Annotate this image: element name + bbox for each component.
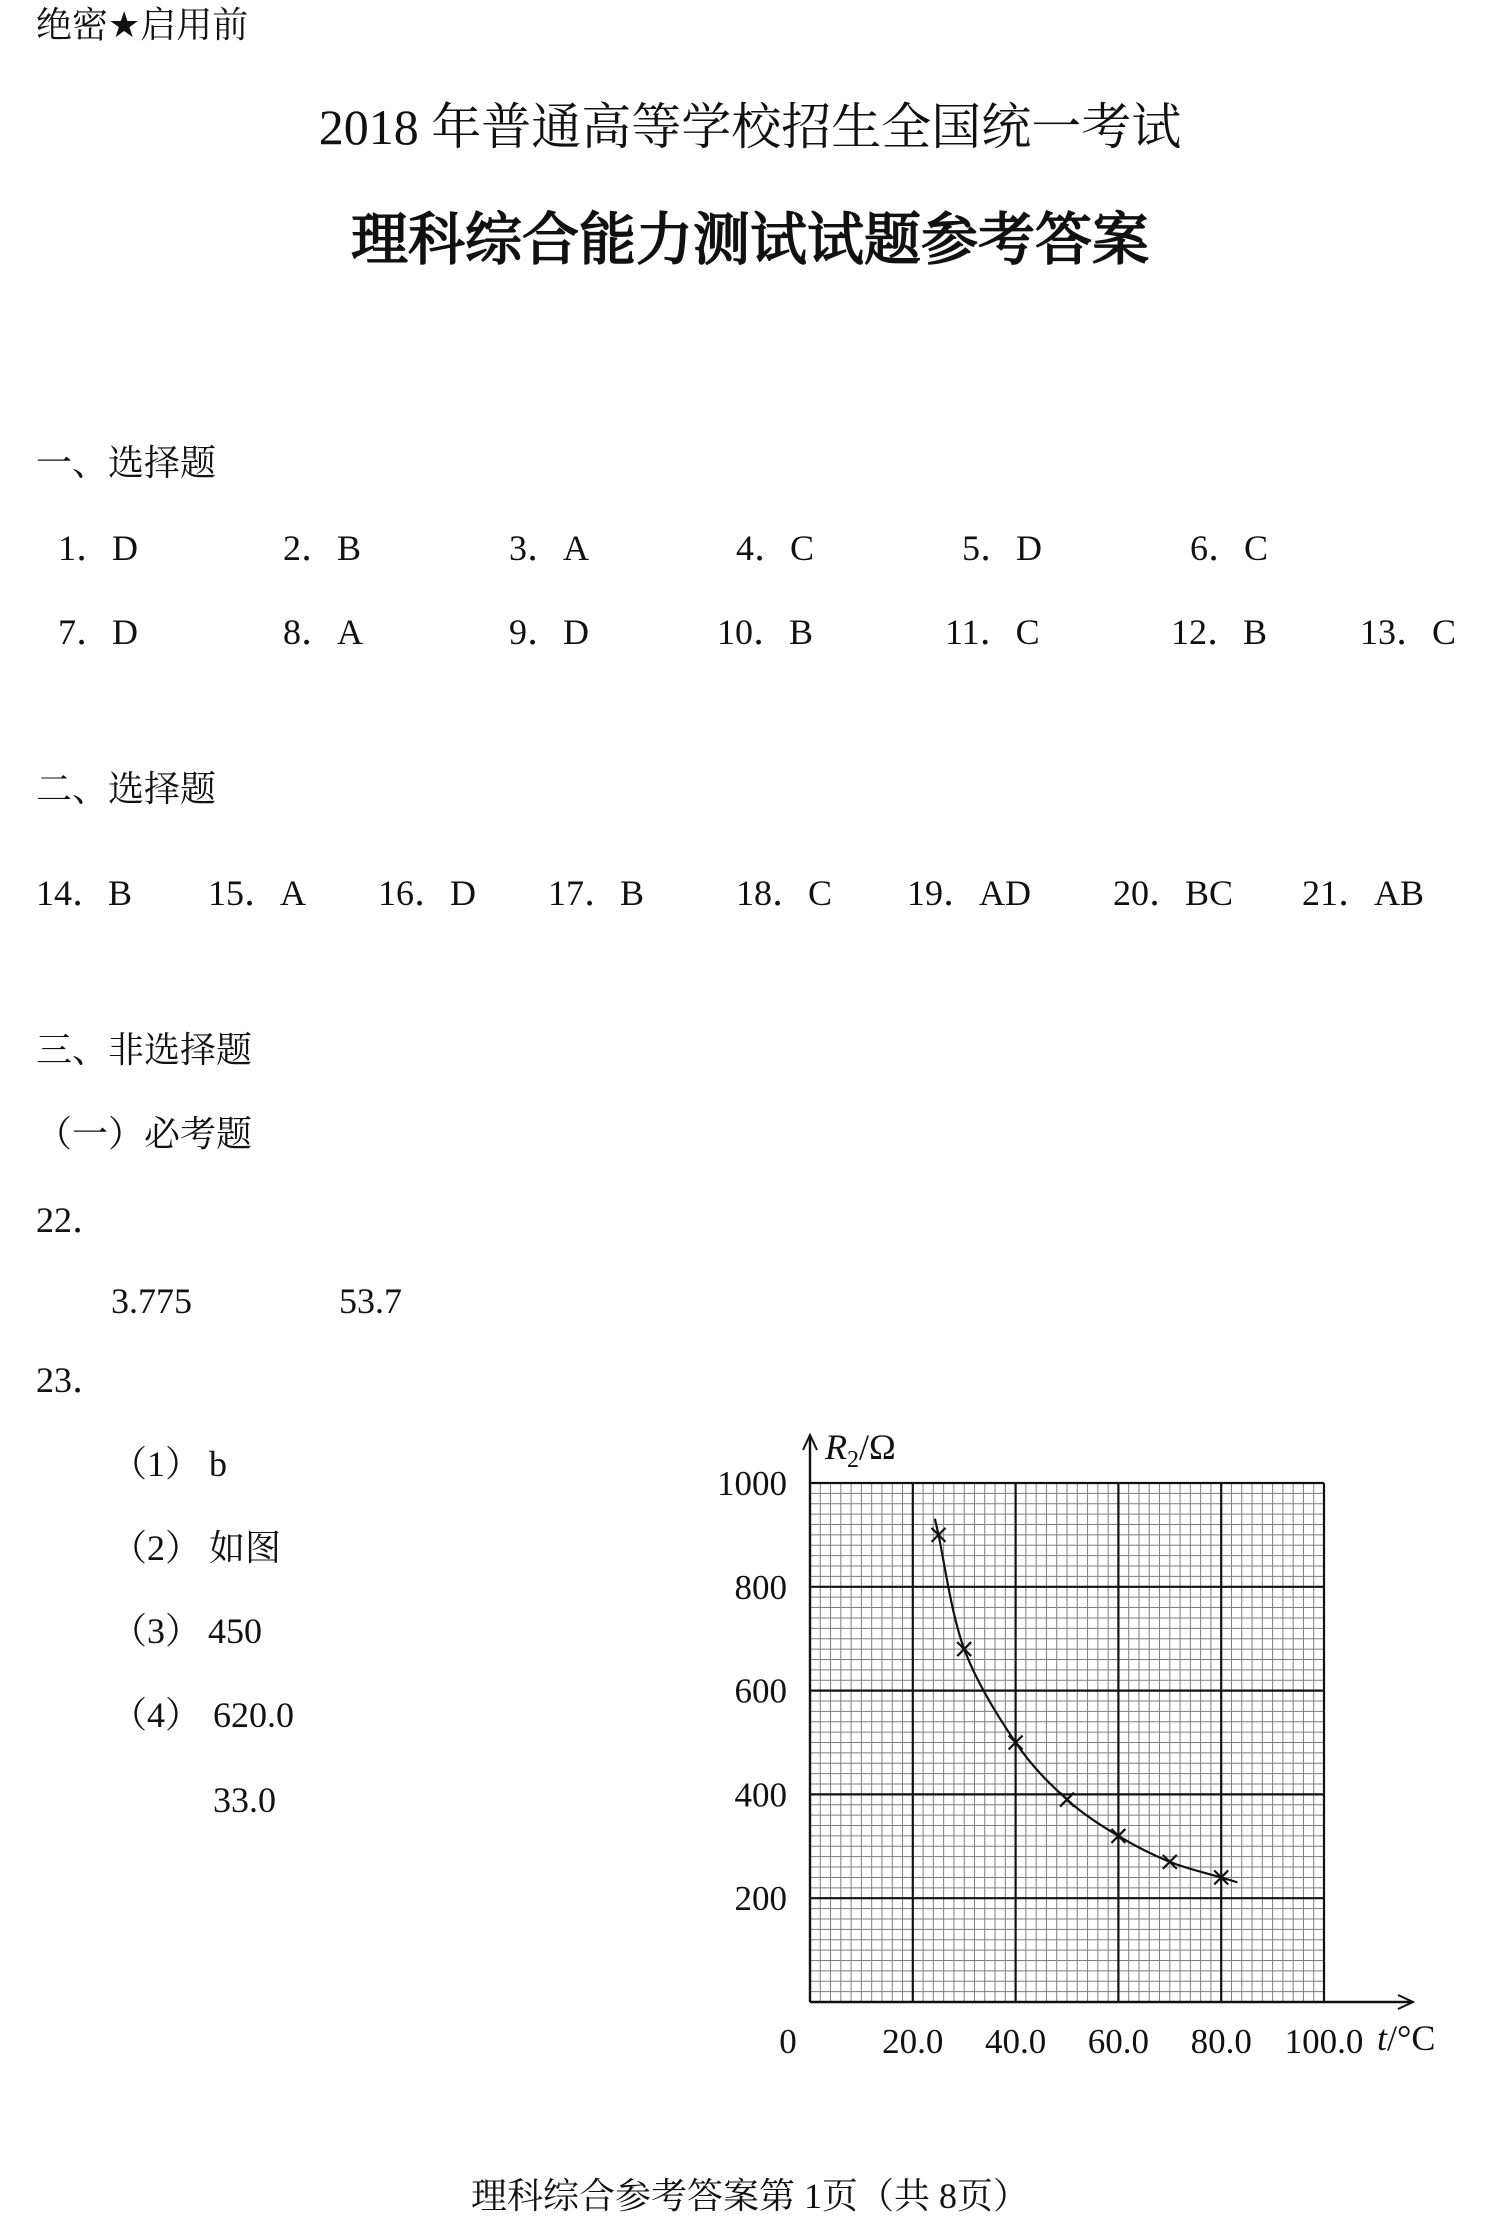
- x-tick-label: 60.0: [1087, 2022, 1150, 2061]
- origin-label: 0: [779, 2022, 797, 2061]
- y-tick-label: 1000: [717, 1464, 787, 1503]
- question-23-part-1-label: （1）: [111, 1444, 202, 1484]
- answer-choice: D: [450, 873, 477, 913]
- x-tick-label: 20.0: [882, 2022, 944, 2061]
- question-number: 7．: [58, 612, 113, 652]
- answer-item-q11: [945, 614, 1040, 650]
- question-23-part-4-answer-2: 33.0: [213, 1780, 276, 1820]
- answer-choice: C: [808, 873, 833, 913]
- question-number: 9．: [509, 612, 564, 652]
- answer-choice: D: [1016, 528, 1043, 568]
- answer-item-q6: [1190, 530, 1268, 566]
- answer-choice: D: [112, 612, 139, 652]
- answer-choice: C: [790, 528, 815, 568]
- answer-choice: C: [1015, 612, 1040, 652]
- y-axis-symbol: R: [825, 1427, 847, 1467]
- section-2-heading: 二、选择题: [36, 769, 217, 810]
- question-number: 12．: [1171, 612, 1244, 652]
- question-number: 18．: [736, 873, 809, 913]
- answer-item-q12: [1171, 614, 1267, 650]
- question-23-label: 23．: [36, 1360, 109, 1400]
- question-number: 20．: [1113, 873, 1186, 913]
- y-axis-label: [824, 1427, 896, 1473]
- question-number: 1．: [58, 528, 113, 568]
- answer-item-q7: [58, 614, 138, 650]
- answer-choice: D: [563, 612, 590, 652]
- answer-item-q15: [208, 875, 306, 911]
- answer-choice: BC: [1185, 873, 1234, 913]
- question-23-part-2-label: （2）: [111, 1528, 202, 1568]
- answer-choice: A: [280, 873, 307, 913]
- y-tick-label: 600: [734, 1671, 787, 1711]
- x-tick-label: 80.0: [1190, 2022, 1252, 2061]
- y-axis-subscript: 2: [847, 1447, 859, 1473]
- answer-item-q3: [509, 530, 589, 566]
- question-number: 11．: [945, 612, 1016, 652]
- question-number: 2．: [283, 528, 338, 568]
- question-number: 14．: [36, 873, 109, 913]
- question-22-answer-2: 53.7: [339, 1281, 402, 1321]
- x-tick-label: 100.0: [1284, 2022, 1364, 2061]
- section-1-heading: 一、选择题: [36, 443, 217, 484]
- answer-item-q17: [548, 875, 644, 911]
- question-number: 8．: [283, 612, 338, 652]
- exam-title: 2018 年普通高等学校招生全国统一考试: [318, 99, 1182, 155]
- resistance-temperature-chart: [700, 1400, 1460, 2080]
- answer-item-q21: [1302, 875, 1424, 911]
- question-number: 16．: [378, 873, 451, 913]
- classification-label: 绝密★启用前: [36, 5, 249, 46]
- question-number: 5．: [962, 528, 1017, 568]
- question-number: 10．: [717, 612, 790, 652]
- y-axis-unit: /Ω: [859, 1427, 896, 1467]
- x-axis-unit: /°C: [1387, 2018, 1436, 2058]
- question-number: 21．: [1302, 873, 1375, 913]
- question-number: 3．: [509, 528, 564, 568]
- required-questions-subheading: （一）必考题: [36, 1114, 253, 1155]
- x-tick-label: 40.0: [984, 2022, 1047, 2061]
- answer-item-q2: [283, 530, 361, 566]
- answer-item-q20: [1113, 875, 1233, 911]
- question-22-label: 22．: [36, 1200, 109, 1240]
- page-footer: 理科综合参考答案第 1页（共 8页）: [470, 2176, 1029, 2216]
- answer-choice: B: [337, 528, 362, 568]
- document-title: 理科综合能力测试试题参考答案: [351, 207, 1149, 273]
- answer-item-q14: [36, 875, 132, 911]
- question-number: 19．: [907, 873, 980, 913]
- y-tick-label: 400: [734, 1775, 787, 1815]
- answer-choice: A: [563, 528, 590, 568]
- answer-item-q18: [736, 875, 832, 911]
- x-axis-label: [1377, 2018, 1435, 2058]
- answer-choice: B: [789, 612, 814, 652]
- answer-choice: D: [112, 528, 139, 568]
- answer-item-q5: [962, 530, 1042, 566]
- y-tick-label: 800: [734, 1567, 787, 1607]
- answer-choice: A: [337, 612, 364, 652]
- answer-item-q8: [283, 614, 363, 650]
- answer-choice: C: [1432, 612, 1457, 652]
- question-23-part-4-label: （4）: [111, 1695, 202, 1735]
- question-23-part-4-answer-1: 620.0: [213, 1695, 294, 1735]
- answer-choice: B: [108, 873, 133, 913]
- answer-item-q19: [907, 875, 1031, 911]
- answer-item-q13: [1360, 614, 1456, 650]
- answer-item-q16: [378, 875, 476, 911]
- x-axis-symbol: t: [1377, 2018, 1388, 2058]
- answer-choice: B: [620, 873, 645, 913]
- answer-choice: B: [1243, 612, 1268, 652]
- section-3-heading: 三、非选择题: [36, 1030, 253, 1071]
- answer-item-q4: [736, 530, 814, 566]
- y-tick-label: 200: [734, 1879, 787, 1919]
- answer-choice: C: [1244, 528, 1269, 568]
- answer-item-q9: [509, 614, 589, 650]
- answer-choice: AD: [979, 873, 1032, 913]
- question-number: 4．: [736, 528, 791, 568]
- answer-item-q1: [58, 530, 138, 566]
- minor-grid: [810, 1483, 1324, 2002]
- question-number: 15．: [208, 873, 281, 913]
- question-22-answer-1: 3.775: [111, 1281, 192, 1321]
- question-number: 13．: [1360, 612, 1433, 652]
- answer-choice: AB: [1374, 873, 1425, 913]
- question-23-part-2-answer: 如图: [209, 1528, 282, 1568]
- question-23-part-1-answer: b: [209, 1444, 227, 1484]
- question-23-part-3-answer: 450: [208, 1611, 262, 1651]
- answer-item-q10: [717, 614, 813, 650]
- question-number: 17．: [548, 873, 621, 913]
- question-23-part-3-label: （3）: [111, 1611, 202, 1651]
- question-number: 6．: [1190, 528, 1245, 568]
